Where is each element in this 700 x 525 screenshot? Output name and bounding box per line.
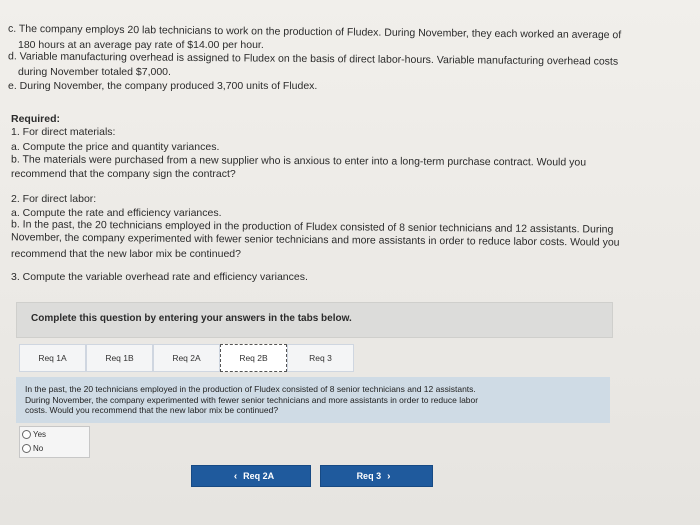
req-q1b-line1: b. The materials were purchased from a new supplier who is anxious to enter into a long-term purchase contract. Would you bbox=[10, 153, 587, 169]
tab-req-1b[interactable]: Req 1B bbox=[86, 344, 153, 372]
problem-e-line: e. During November, the company produced 3,700 units of Fludex. bbox=[8, 80, 318, 92]
info-line3: costs. Would you recommend that the new labor mix be continued? bbox=[25, 405, 279, 415]
chevron-right-icon: › bbox=[387, 470, 391, 482]
choice-no-label: No bbox=[33, 443, 44, 453]
req-q2b-line2: November, the company experimented with fewer senior technicians and more assistants in order to reduce labor costs. Would you bbox=[10, 231, 620, 249]
problem-c-line2: 180 hours at an average pay rate of $14.00 per hour. bbox=[18, 39, 264, 51]
problem-d-line1: d. Variable manufacturing overhead is assigned to Fludex on the basis of direct labor-hours. Variable manufacturing overhead costs bbox=[7, 50, 619, 68]
choice-yes-label: Yes bbox=[33, 429, 47, 439]
tab-req-3[interactable]: Req 3 bbox=[287, 344, 354, 372]
problem-c-line1: c. The company employs 20 lab technicians to work on the production of Fludex. During November, they each worked an average of bbox=[7, 22, 622, 42]
next-button-label: Req 3 bbox=[356, 471, 382, 481]
prev-button[interactable] bbox=[191, 465, 311, 487]
radio-yes[interactable] bbox=[22, 430, 31, 439]
instruction-panel bbox=[16, 302, 613, 338]
requirement-tabs bbox=[19, 344, 354, 372]
req-q2: 2. For direct labor: bbox=[11, 193, 97, 205]
req-q2b-line3: recommend that the new labor mix be continued? bbox=[11, 248, 241, 260]
next-button[interactable] bbox=[320, 465, 433, 487]
req-q3: 3. Compute the variable overhead rate and efficiency variances. bbox=[11, 271, 308, 283]
radio-no[interactable] bbox=[22, 444, 31, 453]
instruction-text: Complete this question by entering your answers in the tabs below. bbox=[31, 313, 352, 324]
tab-req-2b[interactable]: Req 2B bbox=[220, 344, 287, 372]
chevron-left-icon: ‹ bbox=[233, 470, 238, 482]
choice-yes[interactable] bbox=[20, 427, 89, 441]
req-q2b-line1: b. In the past, the 20 technicians employed in the production of Fludex consisted of 8 senior technicians and 12 assistants. During bbox=[10, 218, 614, 236]
req-q2a: a. Compute the rate and efficiency variances. bbox=[11, 207, 222, 219]
tab-req-1a[interactable]: Req 1A bbox=[19, 344, 86, 372]
required-heading: Required: bbox=[11, 113, 61, 125]
req-q1b-line2: recommend that the company sign the contract? bbox=[11, 168, 236, 180]
question-info-box bbox=[16, 377, 610, 423]
req-q1a: a. Compute the price and quantity variances. bbox=[11, 141, 220, 153]
choice-no[interactable] bbox=[20, 441, 89, 455]
req-q1: 1. For direct materials: bbox=[11, 126, 116, 138]
tab-req-2a[interactable]: Req 2A bbox=[153, 344, 220, 372]
info-line1: In the past, the 20 technicians employed in the production of Fludex consisted of 8 senior technicians and 12 assistants. bbox=[25, 384, 476, 394]
prev-button-label: Req 2A bbox=[243, 471, 275, 481]
problem-d-line2: during November totaled $7,000. bbox=[18, 66, 171, 78]
answer-choices bbox=[19, 426, 90, 458]
info-line2: During November, the company experimented with fewer senior technicians and more assistants in order to reduce labor bbox=[25, 394, 479, 405]
